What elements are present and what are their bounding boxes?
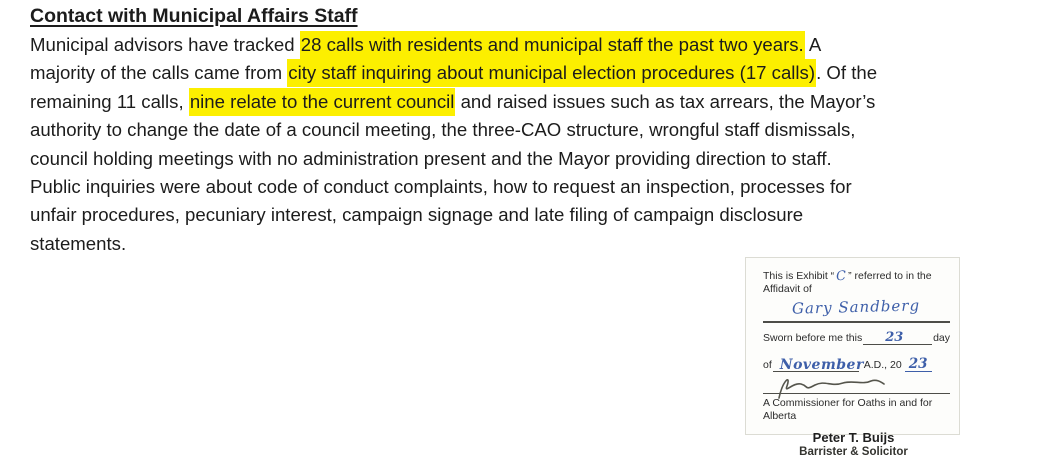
commissioner-title: Barrister & Solicitor [799, 446, 908, 458]
sworn-day-blank-line [863, 329, 932, 345]
body-text: Public inquiries were about code of conduct complaints, how to request an inspection, processes for [30, 175, 852, 197]
commissioner-statement-line2: Alberta [763, 410, 797, 422]
body-text: . Of the [816, 62, 878, 84]
commissioner-statement-line1: A Commissioner for Oaths in and for [763, 397, 933, 409]
paragraph-line [30, 31, 877, 59]
exhibit-stamp [745, 257, 960, 458]
exhibit-suffix-text: ” referred to in the [848, 270, 932, 282]
sworn-suffix-text: day [933, 332, 950, 344]
deponent-name-handwritten: Gary Sandberg [792, 296, 921, 318]
paragraph-line [30, 88, 877, 116]
exhibit-letter-handwritten: C [835, 268, 847, 285]
body-text: remaining 11 calls, [30, 90, 189, 112]
month-handwritten: November [779, 357, 864, 373]
paragraph-line [30, 173, 877, 201]
body-text: unfair procedures, pecuniary interest, campaign signage and late filing of campaign disclosure [30, 204, 804, 226]
commissioner-signature-scribble [771, 370, 891, 400]
ad-year-label: A.D., 20 [863, 359, 902, 371]
body-text: authority to change the date of a council meeting, the three-CAO structure, wrongful staff dismissals, [30, 119, 856, 141]
exhibit-prefix-text: This is Exhibit “ [763, 270, 835, 282]
paragraph-line [30, 59, 877, 87]
sworn-day-handwritten: 23 [885, 330, 904, 345]
highlighted-text: 28 calls with residents and municipal staff the past two years. [300, 31, 805, 59]
paragraph-line [30, 230, 877, 258]
highlighted-text: city staff inquiring about municipal election procedures (17 calls) [287, 59, 816, 87]
body-text: statements. [30, 232, 127, 254]
year-blank-line [905, 356, 932, 372]
body-text: A [804, 34, 822, 55]
document-paragraph [30, 31, 877, 258]
body-text: and raised issues such as tax arrears, the Mayor’s [455, 90, 876, 112]
section-heading: Contact with Municipal Affairs Staff [30, 5, 358, 27]
sworn-prefix-text: Sworn before me this [763, 332, 863, 344]
sworn-row [763, 329, 950, 345]
body-text: Municipal advisors have tracked [30, 34, 300, 55]
body-text: majority of the calls came from [30, 62, 288, 84]
paragraph-line [30, 201, 877, 229]
commissioner-name: Peter T. Buijs [812, 430, 895, 445]
body-text: council holding meetings with no administration present and the Mayor providing direction to staff. [30, 147, 832, 169]
of-label: of [763, 359, 772, 371]
paragraph-line [30, 116, 877, 144]
year-handwritten: 23 [908, 356, 928, 372]
exhibit-line [763, 269, 950, 283]
affidavit-of-label: Affidavit of [763, 283, 812, 295]
signature-area [763, 372, 950, 394]
deponent-name-row [763, 296, 950, 323]
highlighted-text: nine relate to the current council [189, 88, 456, 116]
paragraph-line [30, 145, 877, 173]
